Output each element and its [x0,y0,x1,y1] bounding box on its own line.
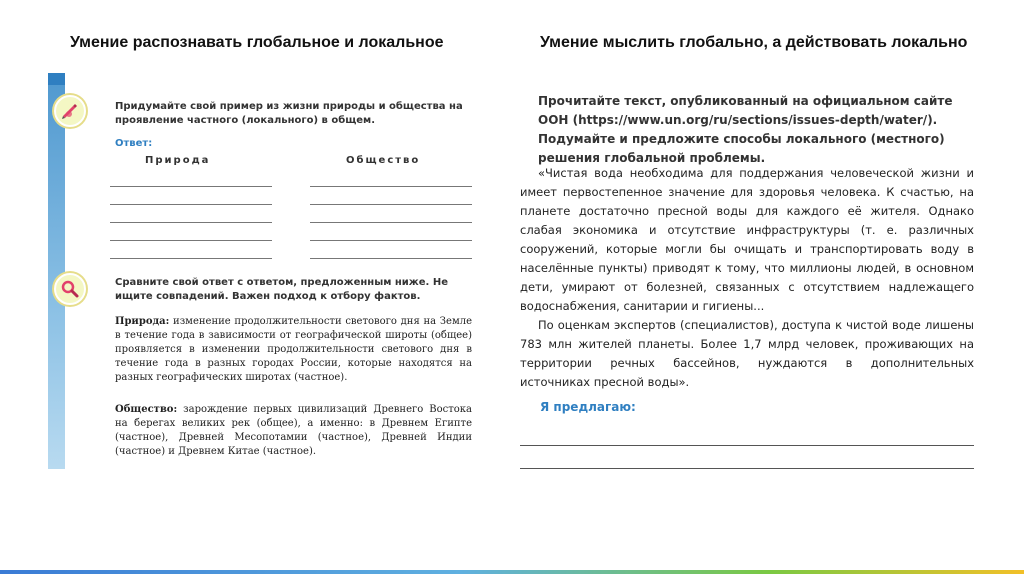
nature-answer-paragraph [115,315,472,385]
society-answer-paragraph [115,403,472,459]
bottom-accent-bar [0,570,1024,574]
nature-label: Природа: [115,316,170,327]
answer-line [310,258,472,259]
column-nature-heading: Природа [145,155,211,166]
quote-paragraph-2: По оценкам экспертов (специалистов), доступа к чистой воде лишены 783 млн жителей планеты. Более 1,7 млрд человек, проживающих на территории речных бассейнов, нуждаются в дополнительных источниках пресной воды». [520,318,974,389]
magnifier-icon [54,273,86,305]
answer-line [110,186,272,187]
answer-line [310,240,472,241]
suggest-label: Я предлагаю: [540,400,636,414]
left-textbook-page [48,73,478,469]
answer-line [310,186,472,187]
answer-line [310,222,472,223]
quote-paragraph-1: «Чистая вода необходима для поддержания человеческой жизни и имеет первостепенное значение для здоровья человека. К счастью, на планете достаточно пресной воды для каждого её жителя. Однако слабая экономика и отсутствие инфраструктуры (т. е. различных сооружений, которые могли бы очищать и транспортировать воду в населённые пункты) приводят к тому, что миллионы людей, в основном дети, умирают от болезней, связанных с отсутствием надлежащего водоснабжения, санитарии и гигиены... [520,166,974,313]
column-society-heading: Общество [346,155,421,166]
task-1-text: Придумайте свой пример из жизни природы и общества на проявление частного (локального) в общем. [115,101,463,126]
suggest-answer-line [520,445,974,446]
answer-line [110,240,272,241]
society-label: Общество: [115,404,178,415]
answer-line [110,258,272,259]
right-textbook-page [516,87,976,477]
nature-text: изменение продолжительности светового дня на Земле в течение года в зависимости от географической широты (общее) проявляется в изменении продолжительности светового дня в течение года в разных городах России, которые находятся на разных географических широтах (частное). [115,316,472,383]
suggest-answer-line [520,468,974,469]
answer-line [110,204,272,205]
answer-line [110,222,272,223]
side-strip [48,73,65,469]
task-2-text: Сравните свой ответ с ответом, предложенным ниже. Не ищите совпадений. Важен подход к отбору фактов. [115,277,448,302]
left-heading: Умение распознавать глобальное и локальное [70,34,444,51]
right-task-text: Прочитайте текст, опубликованный на официальном сайте ООН (https://www.un.org/ru/sections/issues-depth/water/). Подумайте и предложите способы локального (местного) решения глобальной проблемы. [538,94,953,165]
pen-hand-icon [54,95,86,127]
answer-label: Ответ: [115,138,153,149]
right-heading: Умение мыслить глобально, а действовать локально [540,34,968,51]
un-quote [520,164,974,392]
answer-line [310,204,472,205]
society-text: зарождение первых цивилизаций Древнего Востока на берегах великих рек (общее), а именно: в Древнем Египте (частное), Древней Месопотамии (частное), Древней Индии (частное) и Древнем Китае (частное). [115,404,472,457]
